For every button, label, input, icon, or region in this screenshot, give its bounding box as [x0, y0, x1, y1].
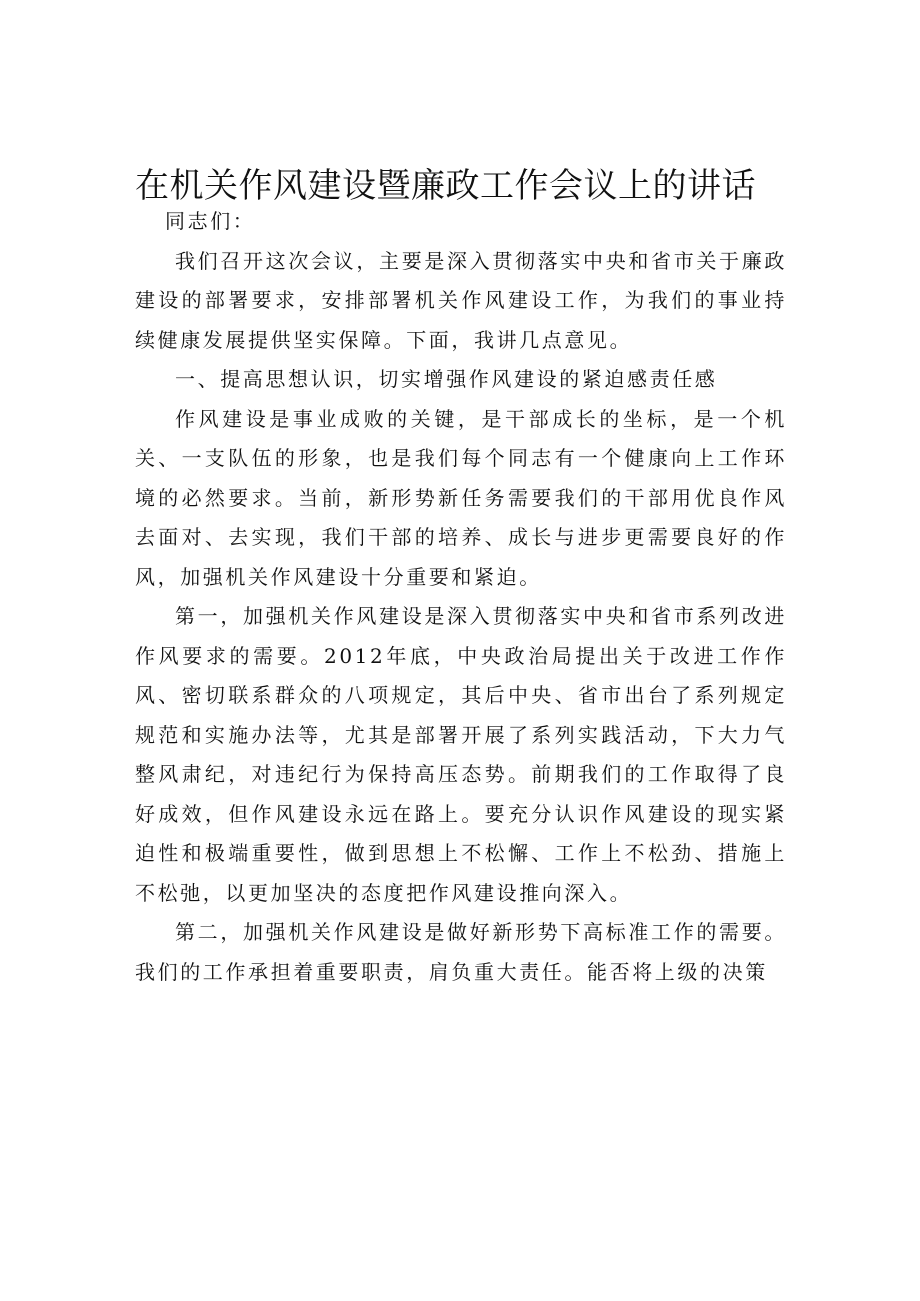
body-paragraph: 第二，加强机关作风建设是做好新形势下高标准工作的需要。我们的工作承担着重要职责，肩负重大责任。能否将上级的决策: [135, 920, 787, 984]
document-body: [135, 202, 787, 992]
document-title: 在机关作风建设暨廉政工作会议上的讲话: [135, 165, 756, 206]
greeting-paragraph: 同志们：: [165, 209, 256, 233]
body-paragraph: 第一，加强机关作风建设是深入贯彻落实中央和省市系列改进作风要求的需要。2012年底，中央政治局提出关于改进工作作风、密切联系群众的八项规定，其后中央、省市出台了系列规定规范和实施办法等，尤其是部署开展了系列实践活动，下大力气整风肃纪，对违纪行为保持高压态势。前期我们的工作取得了良好成效，但作风建设永远在路上。要充分认识作风建设的现实紧迫性和极端重要性，做到思想上不松懈、工作上不松劲、措施上不松弛，以更加坚决的态度把作风建设推向深入。: [135, 604, 787, 905]
body-paragraph: 作风建设是事业成败的关键，是干部成长的坐标，是一个机关、一支队伍的形象，也是我们每个同志有一个健康向上工作环境的必然要求。当前，新形势新任务需要我们的干部用优良作风去面对、去实现，我们干部的培养、成长与进步更需要良好的作风，加强机关作风建设十分重要和紧迫。: [135, 406, 787, 589]
section-heading: 一、提高思想认识，切实增强作风建设的紧迫感责任感: [175, 367, 718, 391]
body-paragraph: 我们召开这次会议，主要是深入贯彻落实中央和省市关于廉政建设的部署要求，安排部署机关作风建设工作，为我们的事业持续健康发展提供坚实保障。下面，我讲几点意见。: [135, 248, 787, 352]
